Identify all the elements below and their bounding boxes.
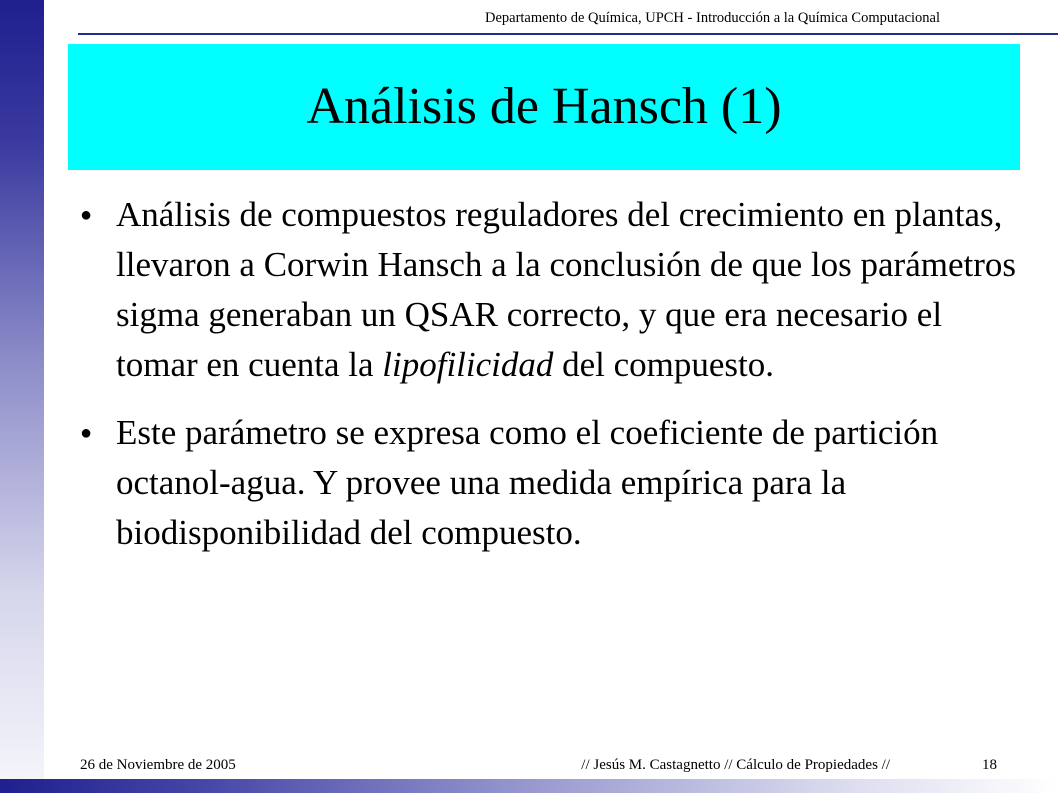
bullet-list <box>80 190 1020 558</box>
bullet-text: Este parámetro se expresa como el coeficiente de partición octanol-agua. Y provee una medida empírica para la biodisponibilidad del compuesto. <box>116 413 939 552</box>
footer-date: 26 de Noviembre de 2005 <box>80 757 236 773</box>
slide-title: Análisis de Hansch (1) <box>306 78 782 135</box>
bullet-item-2 <box>80 408 1020 558</box>
bullet-item-1 <box>80 190 1020 390</box>
slide-header: Departamento de Química, UPCH - Introducción a la Química Computacional <box>484 10 940 26</box>
bullet-text: Análisis de compuestos reguladores del crecimiento en plantas, llevaron a Corwin Hansch a la conclusión de que los parámetros sigma generaban un QSAR correcto, y que era necesario el tomar en cuenta la <box>116 195 1017 384</box>
title-banner <box>68 44 1020 170</box>
bullet-dot-icon: ● <box>80 204 93 226</box>
footer-author-course: // Jesús M. Castagnetto // Cálculo de Propiedades // <box>581 757 890 773</box>
bullet-emphasis: lipofilicidad <box>382 345 554 384</box>
header-divider <box>78 33 1058 35</box>
bullet-dot-icon: ● <box>80 422 93 444</box>
bottom-gradient-bar <box>0 779 1058 793</box>
page-number: 18 <box>982 757 997 773</box>
left-gradient-bar <box>0 0 44 793</box>
bullet-text-tail: del compuesto. <box>553 345 775 384</box>
